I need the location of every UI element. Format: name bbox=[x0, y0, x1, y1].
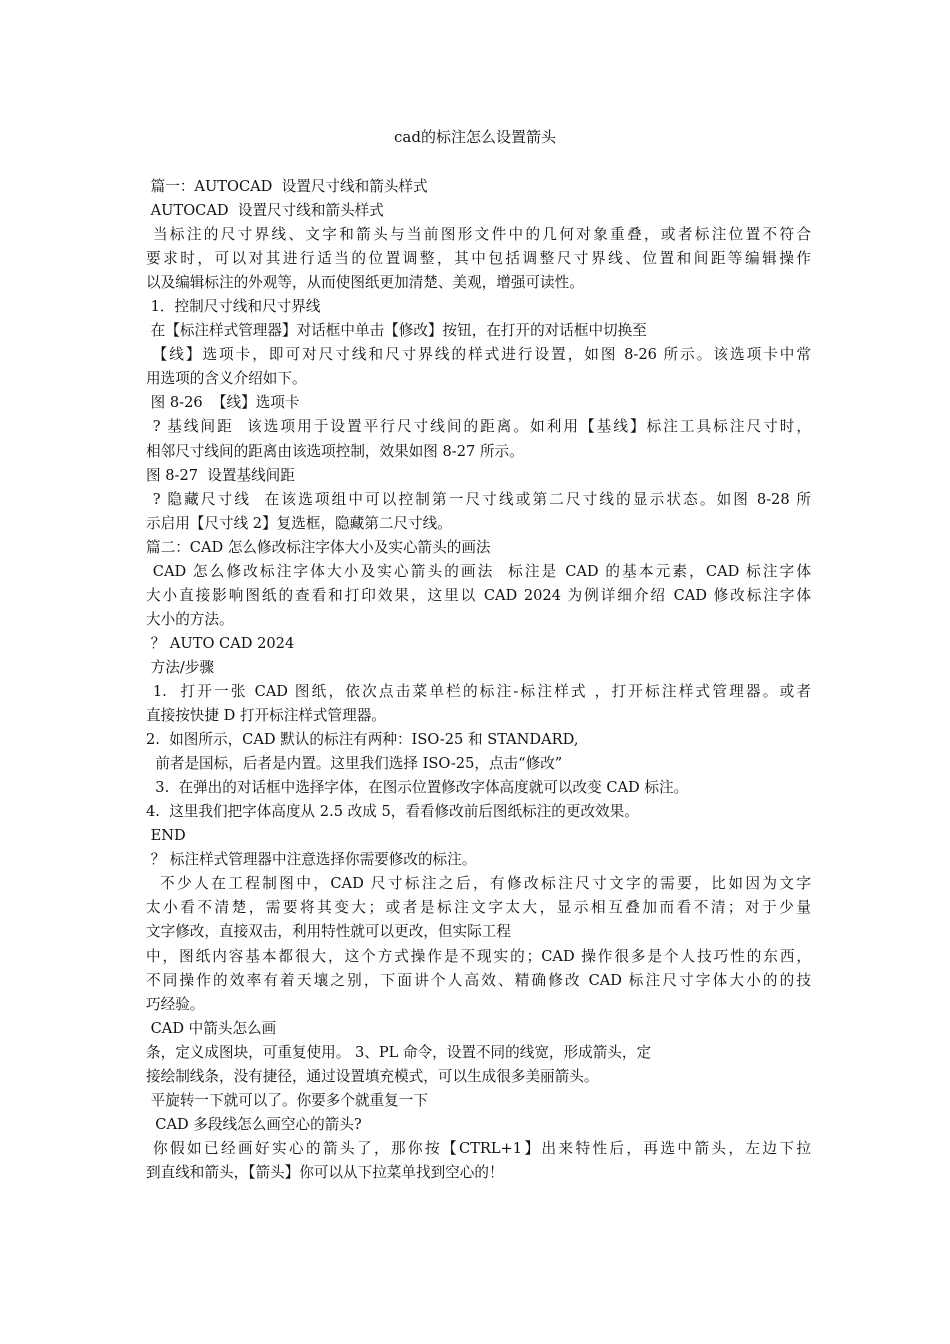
paragraph-line: 图 8-27 设置基线间距 bbox=[146, 466, 295, 484]
paragraph-line: 你假如已经画好实心的箭头了，那你按【CTRL+1】出来特性后，再选中箭头，左边下拉 bbox=[146, 1139, 811, 1157]
paragraph-line: 大小直接影响图纸的查看和打印效果，这里以 CAD 2024 为例详细介绍 CAD 修改标注字体 bbox=[146, 586, 811, 604]
paragraph-line: CAD 怎么修改标注字体大小及实心箭头的画法 标注是 CAD 的基本元素，CAD 标注字体 bbox=[146, 562, 811, 580]
paragraph-line: AUTOCAD 设置尺寸线和箭头样式 bbox=[146, 202, 384, 220]
paragraph-line: 篇一：AUTOCAD 设置尺寸线和箭头样式 bbox=[146, 178, 428, 195]
paragraph-line: 图 8-26 【线】选项卡 bbox=[146, 394, 300, 412]
paragraph-line: ？ 标注样式管理器中注意选择你需要修改的标注。 bbox=[146, 851, 477, 869]
paragraph-line: 1．控制尺寸线和尺寸界线 bbox=[146, 298, 321, 316]
paragraph-line: 篇二：CAD 怎么修改标注字体大小及实心箭头的画法 bbox=[146, 538, 491, 556]
paragraph-line: 相邻尺寸线间的距离由该选项控制，效果如图 8-27 所示。 bbox=[146, 442, 524, 460]
paragraph-line: 不同操作的效率有着天壤之别，下面讲个人高效、精确修改 CAD 标注尺寸字体大小的的技 bbox=[146, 971, 811, 989]
paragraph-line: 要求时，可以对其进行适当的位置调整，其中包括调整尺寸界线、位置和间距等编辑操作 bbox=[146, 250, 811, 268]
paragraph-line: 方法/步骤 bbox=[146, 658, 214, 676]
paragraph-line: 接绘制线条，没有捷径，通过设置填充模式，可以生成很多美丽箭头。 bbox=[146, 1067, 599, 1085]
paragraph-line: ？ AUTO CAD 2024 bbox=[146, 634, 295, 652]
paragraph-line: END bbox=[146, 827, 186, 845]
document-title: cad的标注怎么设置箭头 bbox=[394, 128, 556, 146]
paragraph-line: 在【标注样式管理器】对话框中单击【修改】按钮，在打开的对话框中切换至 bbox=[146, 322, 647, 340]
paragraph-line: ? 隐藏尺寸线 在该选项组中可以控制第一尺寸线或第二尺寸线的显示状态。如图 8-28 所 bbox=[146, 490, 811, 508]
paragraph-line: 文字修改，直接双击，利用特性就可以更改，但实际工程 bbox=[146, 923, 511, 941]
paragraph-line: CAD 中箭头怎么画 bbox=[146, 1019, 277, 1037]
paragraph-line: 平旋转一下就可以了。你要多个就重复一下 bbox=[146, 1091, 428, 1109]
paragraph-line: 直接按快捷 D 打开标注样式管理器。 bbox=[146, 707, 386, 725]
paragraph-line: 3. 在弹出的对话框中选择字体，在图示位置修改字体高度就可以改变 CAD 标注。 bbox=[146, 779, 689, 797]
paragraph-line: 条，定义成图块，可重复使用。 3、PL 命令，设置不同的线宽，形成箭头，定 bbox=[146, 1043, 652, 1061]
paragraph-line: 巧经验。 bbox=[146, 995, 205, 1013]
paragraph-line: 太小看不清楚，需要将其变大；或者是标注文字太大，显示相互叠加而看不清；对于少量 bbox=[146, 899, 811, 917]
paragraph-line: 示启用【尺寸线 2】复选框，隐藏第二尺寸线。 bbox=[146, 514, 452, 532]
paragraph-line: 前者是国标，后者是内置。这里我们选择 ISO-25，点击“修改” bbox=[146, 755, 563, 773]
paragraph-line: 不少人在工程制图中，CAD 尺寸标注之后，有修改标注尺寸文字的需要，比如因为文字 bbox=[146, 875, 811, 893]
paragraph-line: 以及编辑标注的外观等，从而使图纸更加清楚、美观，增强可读性。 bbox=[146, 274, 584, 292]
paragraph-line: ? 基线间距 该选项用于设置平行尺寸线间的距离。如利用【基线】标注工具标注尺寸时， bbox=[146, 418, 811, 436]
paragraph-line: 【线】选项卡，即可对尺寸线和尺寸界线的样式进行设置，如图 8-26 所示。该选项卡中常 bbox=[146, 346, 811, 364]
paragraph-line: 2. 如图所示，CAD 默认的标注有两种：ISO-25 和 STANDARD, bbox=[146, 731, 579, 749]
paragraph-line: 4. 这里我们把字体高度从 2.5 改成 5，看看修改前后图纸标注的更改效果。 bbox=[146, 803, 639, 821]
paragraph-line: 到直线和箭头，【箭头】你可以从下拉菜单找到空心的！ bbox=[146, 1163, 504, 1181]
paragraph-line: 中，图纸内容基本都很大，这个方式操作是不现实的；CAD 操作很多是个人技巧性的东西， bbox=[146, 947, 811, 965]
paragraph-line: 大小的方法。 bbox=[146, 610, 234, 628]
paragraph-line: 1. 打开一张 CAD 图纸，依次点击菜单栏的标注-标注样式 ，打开标注样式管理器。或者 bbox=[146, 682, 811, 700]
document-body bbox=[146, 175, 811, 1185]
paragraph-line: 用选项的含义介绍如下。 bbox=[146, 370, 307, 388]
paragraph-line: CAD 多段线怎么画空心的箭头? bbox=[146, 1115, 362, 1133]
paragraph-line: 当标注的尺寸界线、文字和箭头与当前图形文件中的几何对象重叠，或者标注位置不符合 bbox=[146, 226, 811, 244]
